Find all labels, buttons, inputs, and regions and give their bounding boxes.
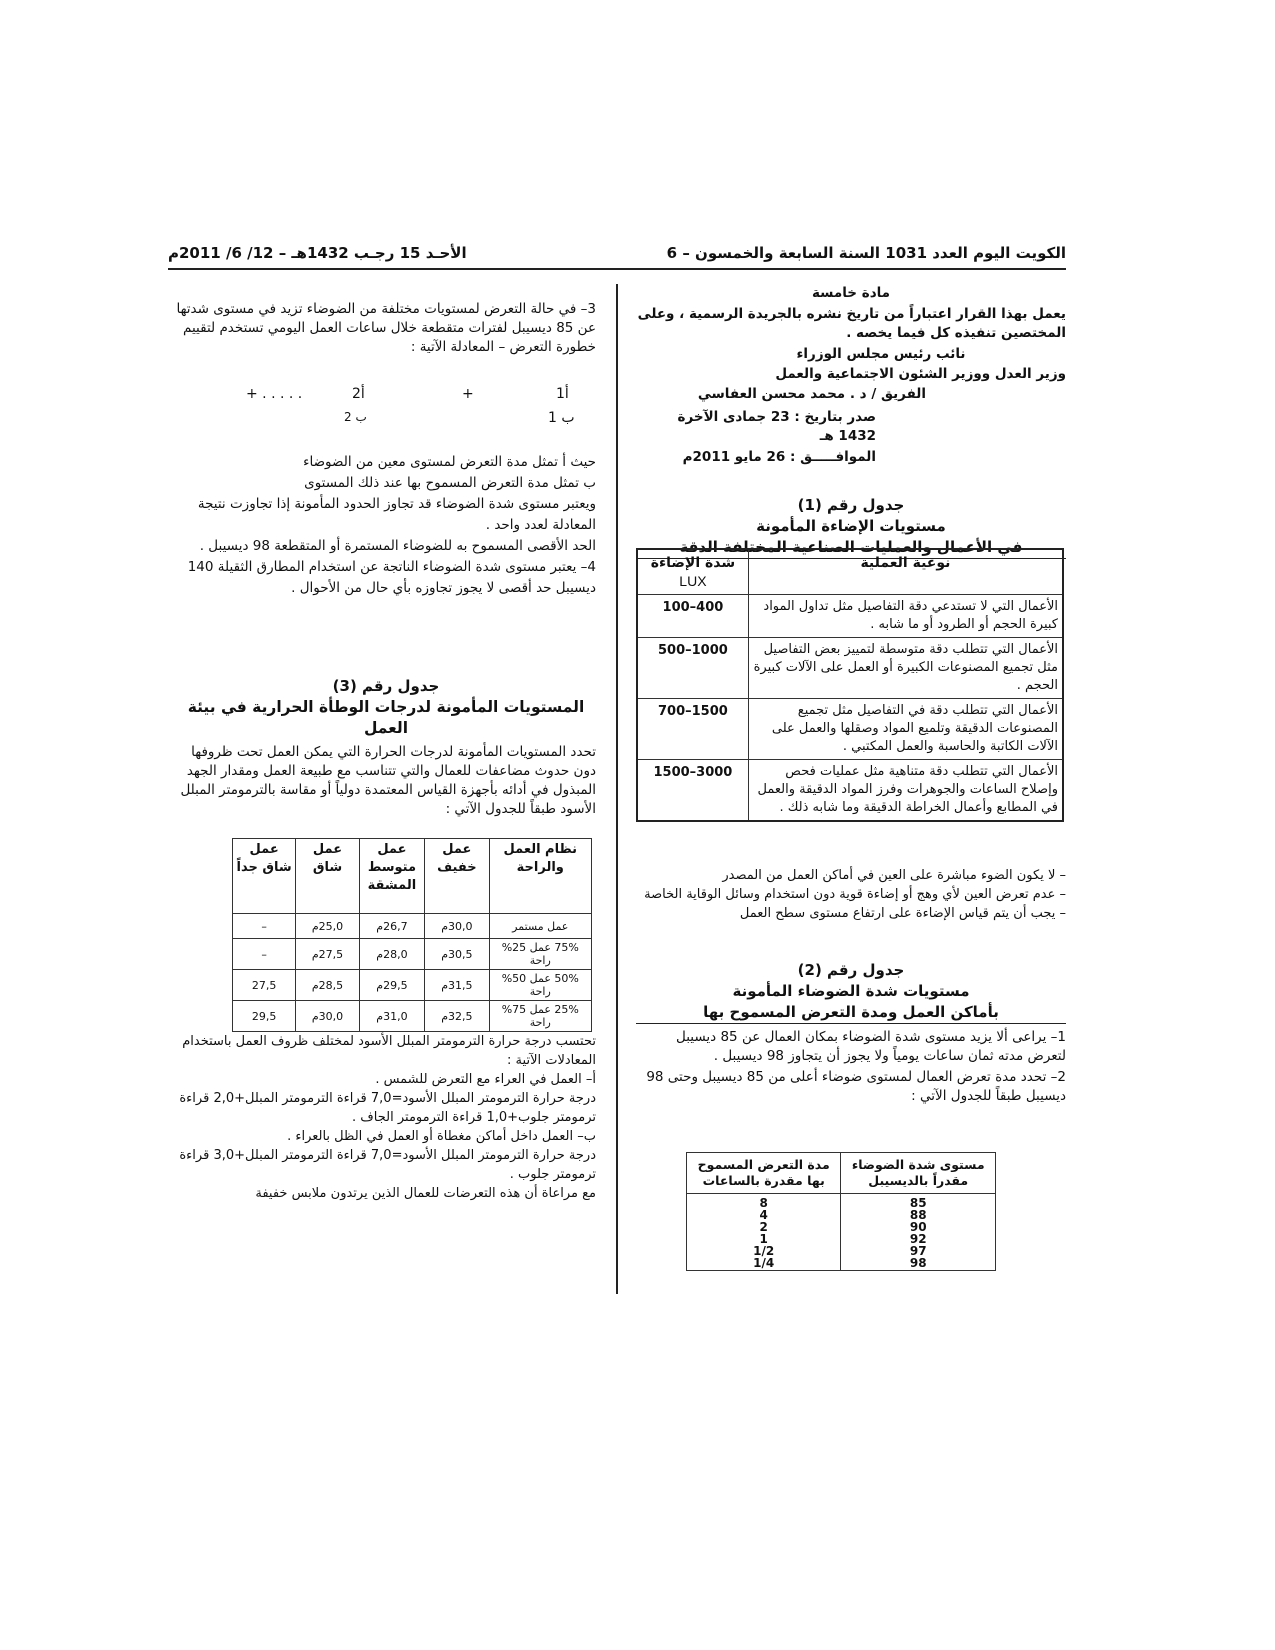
heat-stress-table [232, 838, 592, 1032]
table1-subtitle: في الأعمال والعمليات الصناعية المختلفة الدقة [636, 537, 1066, 559]
signature-title-1: نائب رئيس مجلس الوزراء [796, 346, 966, 362]
table-row [233, 914, 592, 939]
table3-notes [176, 1032, 596, 1203]
equation-b1: ب 1 [548, 410, 575, 426]
lux-range: 700–1500 [637, 699, 748, 760]
noise-level-value: 98 [909, 1256, 927, 1270]
work-rest-regime: 50% عمل 50% راحة [489, 970, 591, 1001]
lux-range: 100–400 [637, 595, 748, 638]
heat-value: 30,0م [296, 1001, 359, 1032]
table-row [687, 1194, 996, 1271]
lighting-note: – عدم تعرض العين لأي وهج أو إضاءة قوية دون استخدام وسائل الوقاية الخاصة [644, 887, 1066, 902]
heat-value: 25,0م [296, 914, 359, 939]
table-row [233, 970, 592, 1001]
operation-description: الأعمال التي تتطلب دقة متوسطة لتمييز بعض التفاصيل مثل تجميع المصنوعات الكبيرة أو العمل على الآلات كبيرة الحجم . [748, 638, 1063, 699]
equation-plus: + [462, 386, 474, 402]
table1-title: مستويات الإضاءة المأمونة [756, 517, 946, 535]
signature-title-2: وزير العدل ووزير الشئون الاجتماعية والعمل [775, 366, 1066, 382]
heat-value: 31,5م [425, 970, 489, 1001]
column-header-noise-level: مستوى شدة الضوضاء مقدراً بالديسيبل [841, 1153, 996, 1194]
equation-a1: أ1 [556, 386, 569, 402]
heat-value: 30,5م [425, 939, 489, 970]
article-text: يعمل بهذا القرار اعتباراً من تاريخ نشره بالجريدة الرسمية ، وعلى المختصين تنفيذه كل فيما يخصه . [637, 306, 1066, 341]
table3-section [176, 676, 596, 819]
right-column [636, 284, 1066, 559]
left-column [176, 300, 596, 357]
exposure-hours-value: 1 [759, 1232, 768, 1246]
noise-para-4: 4– يعتبر مستوى شدة الضوضاء الناتجة عن استخدام المطارق الثقيلة 140 ديسيبل حد أقصى لا يجوز تجاوزه بأي حال من الأحوال . [187, 559, 596, 596]
lux-range: 1500–3000 [637, 760, 748, 822]
wbgt-case-b: ب– العمل داخل أماكن مغطاة أو العمل في الظل بالعراء . [287, 1129, 596, 1144]
lux-range: 500–1000 [637, 638, 748, 699]
column-header-heavy-work: عمل شاق [296, 839, 359, 914]
operation-description: الأعمال التي تتطلب دقة متناهية مثل عمليات فحص وإصلاح الساعات والجوهرات وفرز المواد الدقيقة والعمل في المطابع وأعمال الخراطة الدقيقة وما شابه ذلك . [748, 760, 1063, 822]
equation-tail: + . . . . . [246, 386, 303, 402]
table2-title: مستويات شدة الضوضاء المأمونة [732, 982, 970, 1000]
lighting-notes [636, 866, 1066, 923]
table-row [637, 638, 1063, 699]
exposure-hours-value: 1/4 [753, 1256, 775, 1270]
heat-value: 29,5 [233, 1001, 296, 1032]
exposure-hours-cell [687, 1194, 841, 1271]
heat-value: – [233, 914, 296, 939]
table2-subtitle: بأماكن العمل ومدة التعرض المسموح بها [636, 1002, 1066, 1024]
table-row [637, 699, 1063, 760]
header-issue-info: الكويت اليوم العدد 1031 السنة السابعة والخمسون – 6 [666, 244, 1066, 262]
table-header-row [637, 549, 1063, 595]
column-header-lux-unit: LUX [679, 573, 707, 589]
table3-intro: تحدد المستويات المأمونة لدرجات الحرارة التي يمكن العمل تحت ظروفها دون حدوث مضاعفات للعمال والتي تتناسب مع طبيعة العمل ومقدار الجهد المبذول في أدائه بأجهزة القياس المعتمدة دولياً أو مقاسة بالترمومتر المبلل الأسود طبقاً للجدول الآتي : [180, 744, 596, 817]
noise-level-value: 85 [909, 1196, 927, 1210]
exposure-hours-value: 4 [759, 1208, 768, 1222]
work-rest-regime: 75% عمل 25% راحة [489, 939, 591, 970]
heat-value: 30,0م [425, 914, 489, 939]
heat-value: 29,5م [359, 970, 424, 1001]
equation-a2: أ2 [352, 386, 365, 402]
table3-title: المستويات المأمونة لدرجات الوطأة الحرارية في بيئة العمل [187, 698, 585, 737]
wbgt-clothing-note: مع مراعاة أن هذه التعرضات للعمال الذين يرتدون ملابس خفيفة [255, 1186, 596, 1201]
column-header-moderate-work: عمل متوسط المشقة [359, 839, 424, 914]
table-header-row [687, 1153, 996, 1194]
wbgt-formula-a: درجة حرارة الترمومتر المبلل الأسود=7,0 قراءة الترمومتر المبلل+2,0 قراءة ترمومتر جلوب+1,0 قراءة الترمومتر الجاف . [179, 1091, 596, 1125]
lighting-note: – لا يكون الضوء مباشرة على العين في أماكن العمل من المصدر [722, 868, 1066, 883]
heat-value: 27,5م [296, 939, 359, 970]
exposure-hours-value: 2 [759, 1220, 768, 1234]
definition-threshold: ويعتبر مستوى شدة الضوضاء قد تجاوز الحدود المأمونة إذا تجاوزت نتيجة المعادلة لعدد واحد . [197, 496, 596, 533]
operation-description: الأعمال التي لا تستدعي دقة التفاصيل مثل تداول المواد كبيرة الحجم أو الطرود أو ما شابه . [748, 595, 1063, 638]
table1-number: جدول رقم (1) [797, 496, 905, 514]
exposure-hours-value: 1/2 [753, 1244, 775, 1258]
table3-number: جدول رقم (3) [332, 677, 440, 695]
table-row [637, 760, 1063, 822]
noise-levels-cell [841, 1194, 996, 1271]
issue-date-gregorian: الموافـــــق : 26 مايو 2011م [682, 449, 876, 465]
noise-exposure-table [686, 1152, 996, 1271]
article-title: مادة خامسة [811, 285, 891, 301]
wbgt-case-a: أ– العمل في العراء مع التعرض للشمس . [375, 1072, 596, 1087]
noise-level-value: 97 [909, 1244, 927, 1258]
column-header-exposure-time: مدة التعرض المسموح بها مقدرة بالساعات [687, 1153, 841, 1194]
heat-value: 28,0م [359, 939, 424, 970]
noise-level-value: 90 [909, 1220, 927, 1234]
table-row [233, 939, 592, 970]
wbgt-intro: تحتسب درجة حرارة الترمومتر المبلل الأسود لمختلف ظروف العمل باستخدام المعادلات الآتية : [182, 1034, 596, 1068]
column-divider [616, 284, 618, 1294]
lighting-note: – يجب أن يتم قياس الإضاءة على ارتفاع مستوى سطح العمل [739, 906, 1066, 921]
noise-level-value: 88 [909, 1208, 927, 1222]
issue-date-hijri: صدر بتاريخ : 23 جمادى الآخرة 1432 هـ [677, 409, 876, 444]
column-header-work-rest: نظام العمل والراحة [489, 839, 591, 914]
work-rest-regime: 25% عمل 75% راحة [489, 1001, 591, 1032]
noise-para-3: 3– في حالة التعرض لمستويات مختلفة من الضوضاء تزيد في مستوى شدتها عن 85 ديسيبل لفترات متقطعة خلال ساعات العمل اليومي تستخدم لتقييم خطورة التعرض – المعادلة الآتية : [176, 301, 596, 355]
column-header-lux [637, 549, 748, 595]
definition-max: الحد الأقصى المسموح به للضوضاء المستمرة أو المتقطعة 98 ديسيبل . [199, 538, 596, 554]
lighting-levels-table [636, 548, 1064, 822]
wbgt-formula-b: درجة حرارة الترمومتر المبلل الأسود=7,0 قراءة الترمومتر المبلل+3,0 قراءة ترمومتر جلوب . [179, 1148, 596, 1182]
column-header-lux-label: شدة الإضاءة [650, 555, 736, 571]
definition-b: ب تمثل مدة التعرض المسموح بها عند ذلك المستوى [304, 475, 596, 491]
column-header-very-heavy-work: عمل شاق جداً [233, 839, 296, 914]
table2-number: جدول رقم (2) [797, 961, 905, 979]
table-row [233, 1001, 592, 1032]
table-header-row [233, 839, 592, 914]
heat-value: – [233, 939, 296, 970]
column-header-light-work: عمل خفيف [425, 839, 489, 914]
work-rest-regime: عمل مستمر [489, 914, 591, 939]
heat-value: 31,0م [359, 1001, 424, 1032]
equation-definitions [176, 452, 596, 599]
table2-section [636, 960, 1066, 1106]
equation-b2: ب 2 [344, 410, 367, 424]
heat-value: 26,7م [359, 914, 424, 939]
heat-value: 28,5م [296, 970, 359, 1001]
definition-a: حيث أ تمثل مدة التعرض لمستوى معين من الضوضاء [303, 454, 596, 470]
exposure-hours-value: 8 [759, 1196, 768, 1210]
noise-level-value: 92 [909, 1232, 927, 1246]
heat-value: 32,5م [425, 1001, 489, 1032]
operation-description: الأعمال التي تتطلب دقة في التفاصيل مثل تجميع المصنوعات الدقيقة وتلميع المواد وصقلها والعمل على الآلات الكاتبة والحاسبة والعمل المكتبي . [748, 699, 1063, 760]
table-row [637, 595, 1063, 638]
heat-value: 27,5 [233, 970, 296, 1001]
header-date: الأحـد 15 رجـب 1432هـ – 12/ 6/ 2011م [168, 244, 467, 262]
page-header [168, 244, 1066, 270]
column-header-operation-type: نوعية العملية [748, 549, 1063, 595]
signature-name: الفريق / د . محمد محسن العفاسي [697, 386, 926, 402]
noise-para-2: 2– تحدد مدة تعرض العمال لمستوى ضوضاء أعلى من 85 ديسيبل وحتى 98 ديسيبل طبقاً للجدول الآتي : [646, 1069, 1066, 1104]
noise-para-1: 1– يراعى ألا يزيد مستوى شدة الضوضاء بمكان العمال عن 85 ديسيبل لتعرض مدته ثمان ساعات يومياً ولا يجوز أن يتجاوز 98 ديسيبل . [675, 1029, 1066, 1064]
